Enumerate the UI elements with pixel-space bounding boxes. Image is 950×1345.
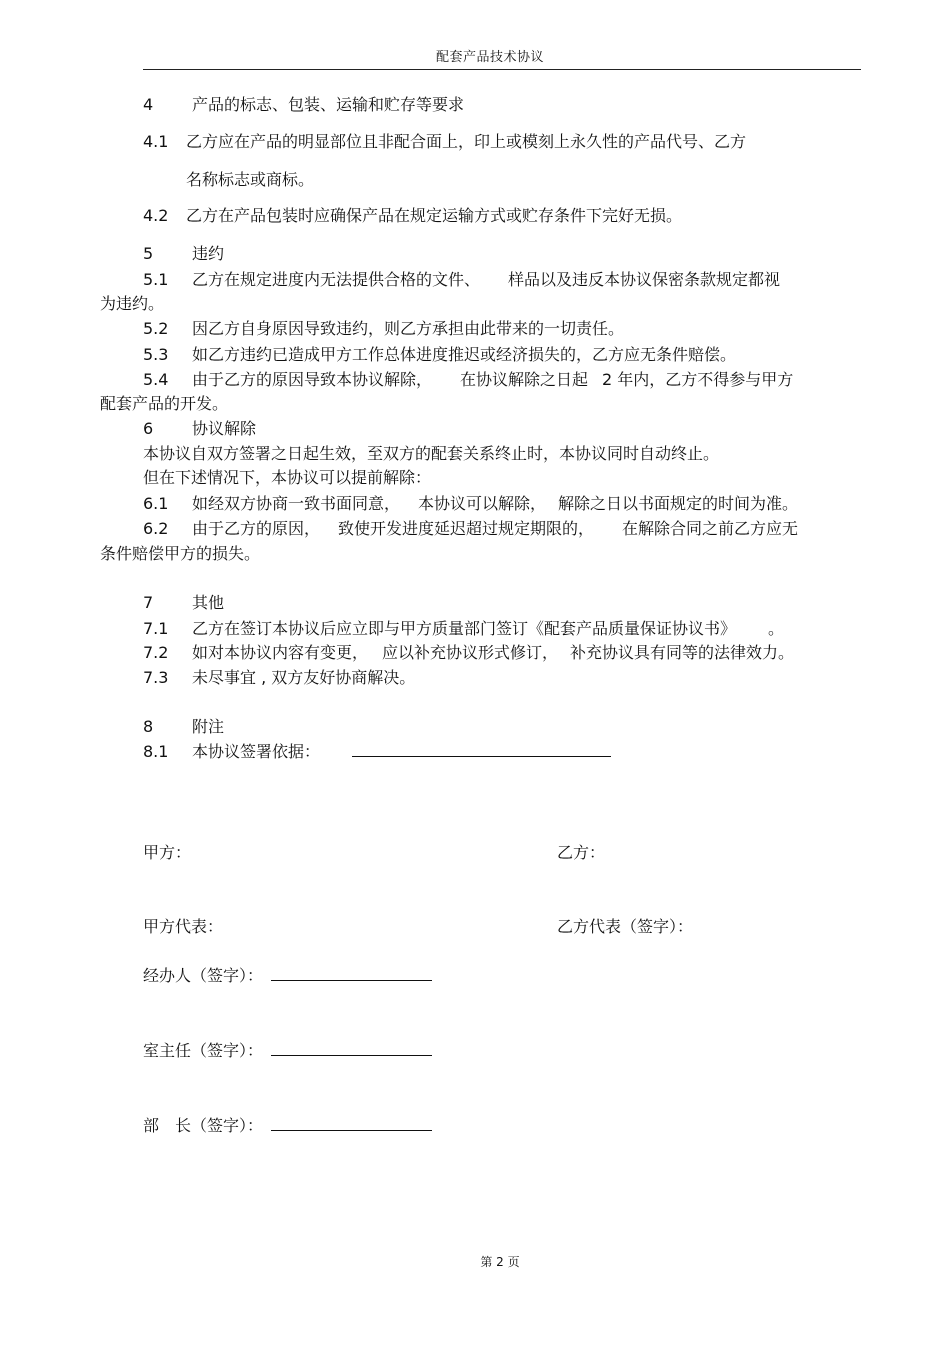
clause-end-mark: 。: [768, 619, 785, 638]
clause-text: 解除之日以书面规定的时间为准。: [558, 494, 799, 513]
clause-text: 由于乙方的原因导致本协议解除，: [192, 370, 433, 389]
section-6-paragraph-2: 但在下述情况下，本协议可以提前解除：: [143, 468, 432, 487]
section-6-heading: [143, 419, 256, 439]
clause-text: 乙方在产品包装时应确保产品在规定运输方式或贮存条件下完好无损。: [186, 206, 683, 225]
agreement-basis-blank[interactable]: [352, 742, 611, 757]
clause-text: 乙方在签订本协议后应立即与甲方质量部门签订《配套产品质量保证协议书》: [192, 619, 737, 638]
clause-8-1: [143, 742, 611, 762]
clause-7-1: [143, 619, 784, 639]
clause-text: 由于乙方的原因，: [192, 519, 321, 538]
clause-text: 在解除合同之前乙方应无: [622, 519, 799, 538]
section-8-heading: [143, 717, 224, 737]
clause-6-1: [143, 494, 798, 514]
clause-number: 7.3: [143, 668, 169, 687]
clause-text: 2 年内，乙方不得参与甲方: [602, 370, 794, 389]
clause-text: 未尽事宜 , 双方友好协商解决。: [192, 668, 416, 687]
party-a-label: 甲方：: [143, 843, 192, 862]
section-number: 6: [143, 419, 154, 438]
header-divider: [143, 69, 861, 70]
clause-text: 补充协议具有同等的法律效力。: [570, 643, 795, 662]
party-a-representative-label: 甲方代表：: [143, 917, 224, 936]
page-number: 第 2 页: [480, 1255, 520, 1269]
clause-7-3: [143, 668, 415, 688]
handler-label: 经办人（签字）：: [143, 966, 264, 985]
clause-number: 8.1: [143, 742, 169, 761]
clause-number: 6.2: [143, 519, 169, 538]
section-title: 产品的标志、包装、运输和贮存等要求: [192, 95, 465, 114]
clause-text: 如对本协议内容有变更，: [192, 643, 369, 662]
clause-text: 本协议可以解除，: [418, 494, 547, 513]
clause-number: 7.2: [143, 643, 169, 662]
clause-text: 致使开发进度延迟超过规定期限的，: [338, 519, 595, 538]
page-header-title: 配套产品技术协议: [435, 50, 544, 65]
clause-6-2: [143, 519, 798, 539]
clause-4-1: [143, 132, 746, 152]
party-b-representative-label: 乙方代表（签字）：: [557, 917, 694, 936]
clause-number: 4.2: [143, 206, 169, 225]
section-4-heading: [143, 95, 464, 115]
clause-text: 如乙方违约已造成甲方工作总体进度推迟或经济损失的，乙方应无条件赔偿。: [192, 345, 737, 364]
clause-5-1-continuation: 为违约。: [100, 294, 165, 313]
clause-4-1-continuation: 名称标志或商标。: [186, 170, 315, 189]
section-title: 协议解除: [192, 419, 257, 438]
handler-signature-row: [143, 966, 432, 986]
clause-number: 5.3: [143, 345, 169, 364]
clause-text: 乙方在规定进度内无法提供合格的文件、: [192, 270, 481, 289]
clause-number: 7.1: [143, 619, 169, 638]
clause-text: 因乙方自身原因导致违约，则乙方承担由此带来的一切责任。: [192, 319, 625, 338]
section-number: 7: [143, 593, 154, 612]
section-6-paragraph-1: 本协议自双方签署之日起生效，至双方的配套关系终止时，本协议同时自动终止。: [143, 444, 720, 463]
minister-signature-blank[interactable]: [271, 1116, 432, 1131]
clause-text: 乙方应在产品的明显部位且非配合面上，印上或模刻上永久性的产品代号、乙方: [186, 132, 747, 151]
section-7-heading: [143, 593, 224, 613]
clause-text: 如经双方协商一致书面同意，: [192, 494, 401, 513]
party-b-label: 乙方：: [557, 843, 606, 862]
office-director-signature-row: [143, 1041, 432, 1061]
clause-7-2: [143, 643, 794, 663]
minister-signature-row: [143, 1116, 432, 1136]
section-title: 其他: [192, 593, 225, 612]
clause-text: 样品以及违反本协议保密条款规定都视: [508, 270, 781, 289]
section-number: 5: [143, 244, 154, 263]
clause-number: 4.1: [143, 132, 169, 151]
minister-label: 部 长（签字）：: [143, 1116, 264, 1135]
clause-5-4: [143, 370, 793, 390]
clause-5-3: [143, 345, 736, 365]
office-director-label: 室主任（签字）：: [143, 1041, 264, 1060]
office-director-signature-blank[interactable]: [271, 1041, 432, 1056]
clause-number: 5.4: [143, 370, 169, 389]
section-title: 附注: [192, 717, 225, 736]
section-number: 8: [143, 717, 154, 736]
clause-5-1: [143, 270, 780, 290]
clause-6-2-continuation: 条件赔偿甲方的损失。: [100, 544, 261, 563]
clause-5-2: [143, 319, 624, 339]
clause-5-4-continuation: 配套产品的开发。: [100, 394, 229, 413]
clause-text: 在协议解除之日起: [460, 370, 589, 389]
clause-text: 应以补充协议形式修订，: [382, 643, 559, 662]
clause-4-2: [143, 206, 682, 226]
clause-number: 5.2: [143, 319, 169, 338]
handler-signature-blank[interactable]: [271, 966, 432, 981]
clause-number: 5.1: [143, 270, 169, 289]
clause-number: 6.1: [143, 494, 169, 513]
section-title: 违约: [192, 244, 225, 263]
clause-text: 本协议签署依据：: [192, 742, 321, 761]
section-number: 4: [143, 95, 154, 114]
section-5-heading: [143, 244, 224, 264]
